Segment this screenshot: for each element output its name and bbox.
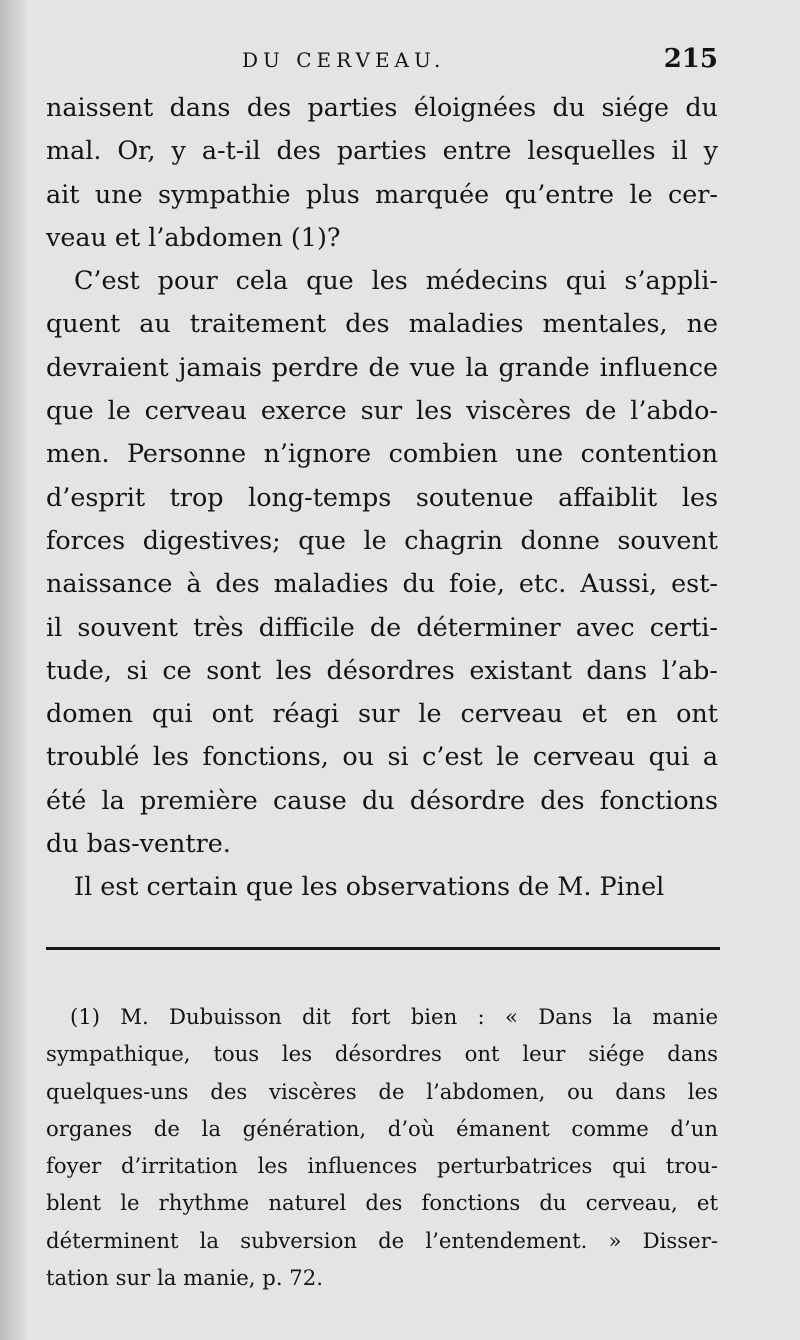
- footnote-line: quelques-uns des viscères de l’abdomen, ou dans les: [46, 1078, 718, 1104]
- text-line: troublé les fonctions, ou si c’est le cerveau qui a: [46, 741, 718, 772]
- text-line: Il est certain que les observations de M. Pinel: [74, 871, 665, 902]
- text-line: quent au traitement des maladies mentales, ne: [46, 308, 718, 339]
- footnote: [46, 998, 718, 1296]
- text-line: que le cerveau exerce sur les viscères de l’abdo-: [46, 395, 718, 426]
- text-line: ait une sympathie plus marquée qu’entre le cer-: [46, 178, 718, 209]
- footnote-line: (1) M. Dubuisson dit fort bien : « Dans la manie: [70, 1004, 718, 1029]
- text-line: mal. Or, y a-t-il des parties entre lesquelles il y: [46, 135, 718, 166]
- footnote-line: sympathique, tous les désordres ont leur siége dans: [46, 1041, 718, 1067]
- text-line: été la première cause du désordre des fonctions: [46, 784, 718, 815]
- footnote-line: déterminent la subversion de l’entendement. » Disser-: [46, 1227, 718, 1253]
- text-line: tude, si ce sont les désordres existant dans l’ab-: [46, 654, 718, 685]
- text-line: men. Personne n’ignore combien une contention: [46, 438, 718, 469]
- text-line: C’est pour cela que les médecins qui s’appli-: [74, 265, 718, 296]
- body-text: [46, 86, 718, 909]
- text-line: naissance à des maladies du foie, etc. Aussi, est-: [46, 568, 718, 599]
- text-line: devraient jamais perdre de vue la grande influence: [46, 351, 718, 382]
- text-line: naissent dans des parties éloignées du siége du: [46, 92, 718, 122]
- running-head-title: DU CERVEAU.: [242, 48, 446, 72]
- footnote-line: blent le rhythme naturel des fonctions du cerveau, et: [46, 1190, 718, 1216]
- footnote-rule: [46, 947, 720, 950]
- text-line: il souvent très difficile de déterminer avec certi-: [46, 611, 718, 642]
- text-line: d’esprit trop long-temps soutenue affaiblit les: [46, 481, 718, 512]
- binding-shadow: [0, 0, 26, 1340]
- footnote-line: organes de la génération, d’où émanent comme d’un: [46, 1115, 718, 1141]
- page-number: 215: [663, 44, 718, 74]
- text-line: du bas-ventre.: [46, 828, 231, 859]
- running-head: [46, 44, 718, 80]
- text-line: forces digestives; que le chagrin donne souvent: [46, 524, 718, 555]
- footnote-line: foyer d’irritation les influences perturbatrices qui trou-: [46, 1153, 718, 1179]
- footnote-line: tation sur la manie, p. 72.: [46, 1265, 323, 1291]
- text-line: domen qui ont réagi sur le cerveau et en ont: [46, 698, 718, 729]
- text-line: veau et l’abdomen (1)?: [46, 221, 341, 252]
